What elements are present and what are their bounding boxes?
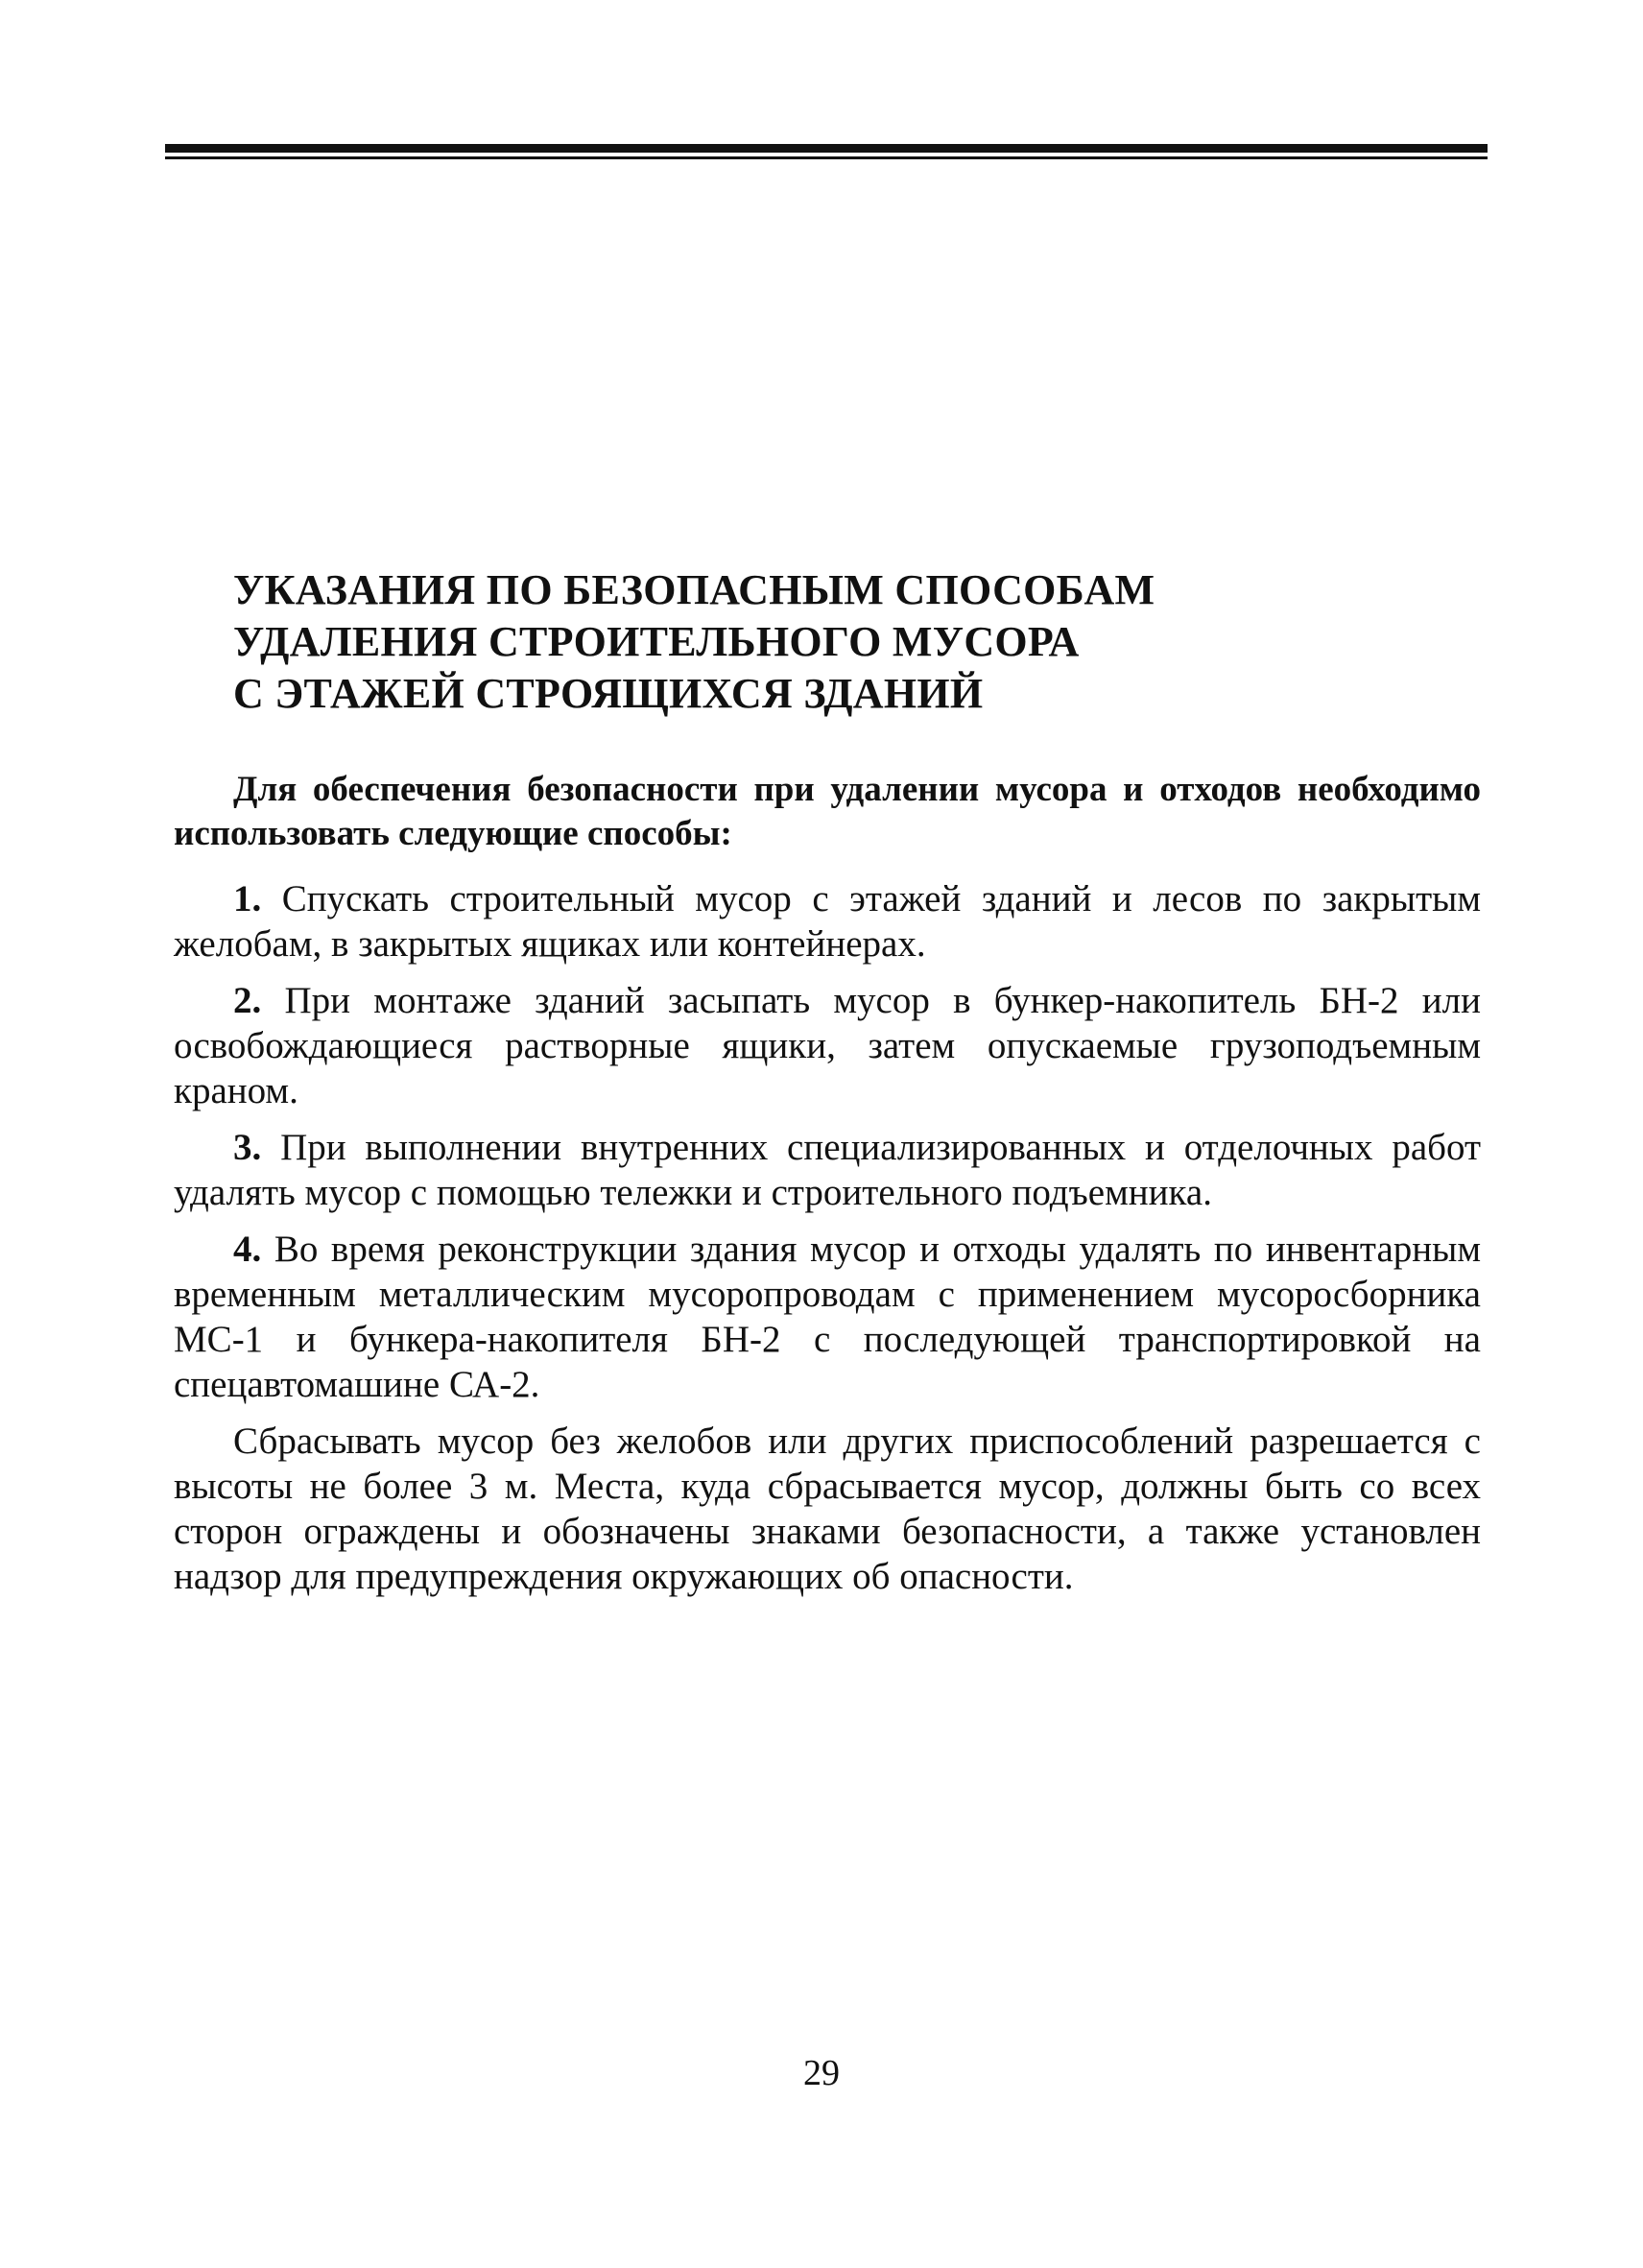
closing-paragraph: Сбрасывать мусор без желобов или других приспособлений разрешается с высоты не более 3 м. Места, куда сбрасывается мусор, должны быть со всех сторон ограждены и обозначены знаками безопасности, а также установлен надзор для предупреждения окружающих об опасности. bbox=[174, 1420, 1481, 1597]
header-rule-thin bbox=[165, 156, 1488, 159]
list-item-number: 2. bbox=[233, 980, 262, 1021]
header-rule bbox=[165, 144, 1488, 161]
page-number: 29 bbox=[803, 2053, 840, 2093]
list-item-text: При выполнении внутренних специализированных и отделочных работ удалять мусор с помощью тележки и строительного подъемника. bbox=[174, 1127, 1482, 1213]
list-item bbox=[174, 1125, 1481, 1215]
list-item bbox=[174, 876, 1481, 967]
list-item bbox=[174, 1227, 1481, 1407]
list-item-text: Спускать строительный мусор с этажей зданий и лесов по закрытым желобам, в закрытых ящиках или контейнерах. bbox=[174, 878, 1482, 965]
document-title bbox=[233, 564, 1433, 720]
title-line: УДАЛЕНИЯ СТРОИТЕЛЬНОГО МУСОРА bbox=[233, 618, 1080, 665]
title-line: УКАЗАНИЯ ПО БЕЗОПАСНЫМ СПОСОБАМ bbox=[233, 566, 1155, 613]
list-item-text: При монтаже зданий засыпать мусор в бункер-накопитель БН-2 или освобождающиеся растворные ящики, затем опускаемые грузоподъемным краном. bbox=[174, 980, 1481, 1111]
list-item-number: 1. bbox=[233, 878, 262, 919]
list-item-text: Во время реконструкции здания мусор и отходы удалять по инвентарным временным металлическим мусоропроводам с применением мусоросборника МС-1 и бункера-накопителя БН-2 с последующей транспортировкой на спецавтомашине СА-2. bbox=[174, 1229, 1482, 1405]
header-rule-thick bbox=[165, 144, 1488, 153]
document-body bbox=[174, 768, 1481, 1611]
title-line: С ЭТАЖЕЙ СТРОЯЩИХСЯ ЗДАНИЙ bbox=[233, 670, 984, 717]
list-item-number: 4. bbox=[233, 1229, 262, 1270]
list-item-number: 3. bbox=[233, 1127, 262, 1168]
intro-paragraph: Для обеспечения безопасности при удалении мусора и отходов необходимо использовать следующие способы: bbox=[174, 770, 1481, 853]
list-item bbox=[174, 978, 1481, 1113]
